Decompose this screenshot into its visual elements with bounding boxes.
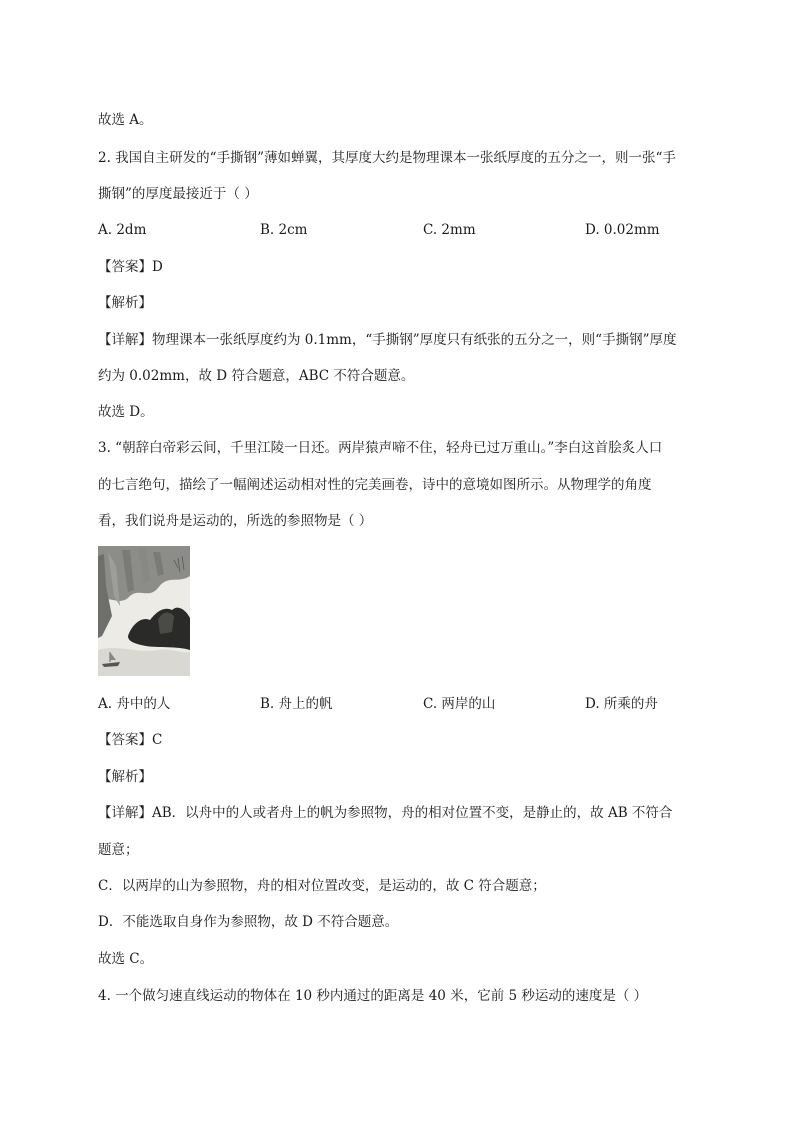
question-4-stem: 4. 一个做匀速直线运动的物体在 10 秒内通过的距离是 40 米，它前 5 秒运动的速度是（ ） (98, 988, 648, 1004)
analysis-label: 【解析】 (98, 769, 152, 785)
question-2-stem-cont: 撕钢”的厚度最接近于（ ） (98, 186, 258, 202)
question-3-stem: 3. “朝辞白帝彩云间，千里江陵一日还。两岸猿声啼不住，轻舟已过万重山。”李白这首脍炙人口 (98, 440, 663, 456)
answer-label: 【答案】D (98, 259, 163, 275)
explanation-text: D．不能选取自身作为参照物，故 D 不符合题意。 (98, 914, 399, 930)
answer-label: 【答案】C (98, 732, 163, 748)
question-3-stem-cont: 的七言绝句，描绘了一幅阐述运动相对性的完美画卷，诗中的意境如图所示。从物理学的角度 (98, 477, 652, 493)
option-c: C. 两岸的山 (423, 696, 496, 712)
option-c: C. 2mm (423, 222, 476, 238)
option-a: A. 2dm (98, 222, 147, 238)
explanation-text: 【详解】物理课本一张纸厚度约为 0.1mm，“手撕钢”厚度只有纸张的五分之一，则“手撕钢”厚度 (98, 332, 677, 348)
question-3-stem-cont: 看，我们说舟是运动的，所选的参照物是（ ） (98, 513, 373, 529)
explanation-text-cont: 约为 0.02mm，故 D 符合题意，ABC 不符合题意。 (98, 368, 415, 384)
analysis-label: 【解析】 (98, 295, 152, 311)
conclusion-text: 故选 C。 (98, 951, 154, 967)
explanation-text: 【详解】AB．以舟中的人或者舟上的帆为参照物，舟的相对位置不变，是静止的，故 AB 不符合 (98, 805, 673, 821)
conclusion-text: 故选 D。 (98, 404, 154, 420)
question-2-stem: 2. 我国自主研发的“手撕钢”薄如蝉翼，其厚度大约是物理课本一张纸厚度的五分之一，则一张“手 (98, 150, 676, 166)
option-b: B. 舟上的帆 (260, 696, 333, 712)
option-d: D. 所乘的舟 (585, 696, 658, 712)
option-a: A. 舟中的人 (98, 696, 171, 712)
option-d: D. 0.02mm (585, 222, 660, 238)
explanation-text-cont: 题意； (98, 842, 139, 858)
text-line: 故选 A。 (98, 112, 153, 128)
explanation-text: C．以两岸的山为参照物，舟的相对位置改变，是运动的，故 C 符合题意； (98, 878, 546, 894)
option-b: B. 2cm (260, 222, 308, 238)
landscape-painting-image (98, 546, 190, 676)
